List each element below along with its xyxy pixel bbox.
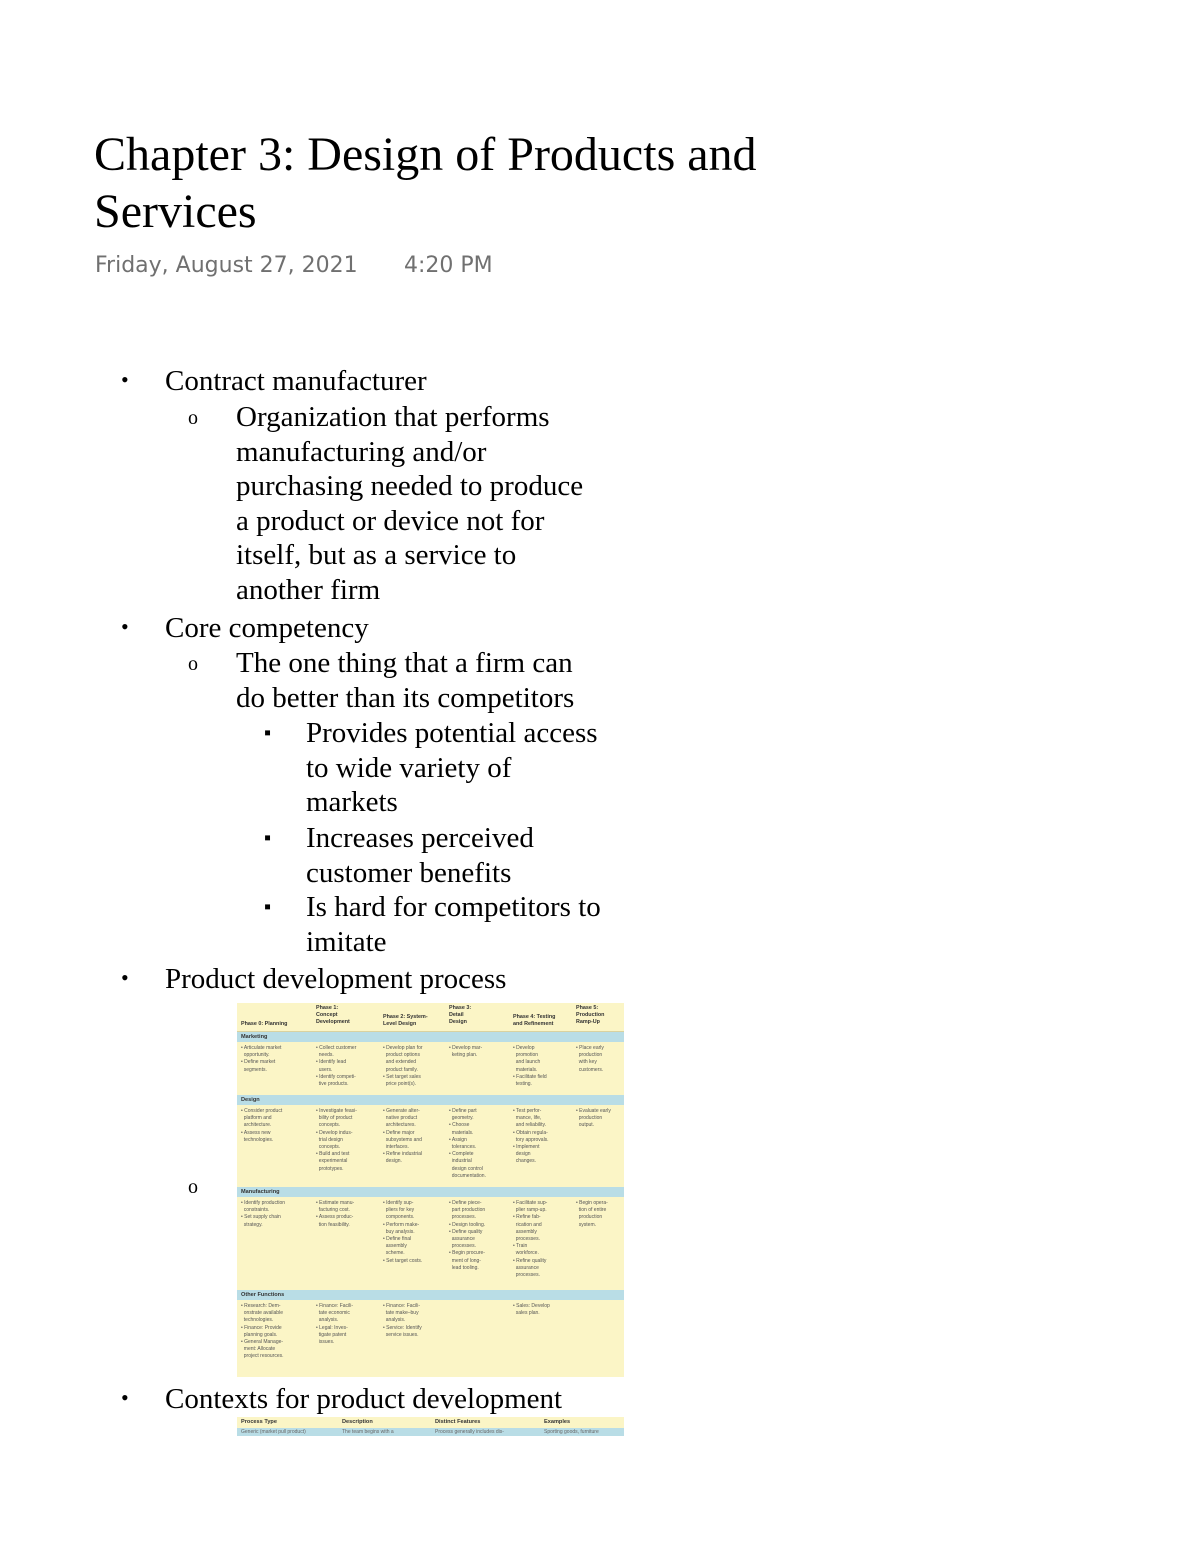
table-section-header: Other Functions xyxy=(237,1290,624,1300)
cell-line: needs. xyxy=(316,1052,334,1059)
cell-line: • Perform make- xyxy=(383,1221,420,1228)
cell-line: • Place early xyxy=(576,1045,604,1051)
page-date: Friday, August 27, 2021 xyxy=(95,253,358,278)
table-row xyxy=(237,1105,624,1187)
cell-line: • Refine fab- xyxy=(513,1214,541,1221)
list-item-customer-benefits xyxy=(264,821,636,890)
cell-line: production xyxy=(576,1052,603,1059)
cell-line: facturing cost. xyxy=(316,1207,350,1214)
table-cell xyxy=(241,1200,285,1229)
table-cell xyxy=(383,1200,422,1265)
cell-line: sales plan. xyxy=(513,1310,540,1317)
cell-line: • Assess new xyxy=(241,1129,271,1136)
cell-line: buy analysis. xyxy=(383,1228,415,1235)
cell-line: design control xyxy=(449,1165,483,1172)
cell-line: assurance xyxy=(449,1236,475,1243)
text-line: a product or device not for xyxy=(236,504,545,537)
table-section-header: Design xyxy=(237,1095,624,1105)
cell-line: design xyxy=(513,1151,531,1158)
cell-line: • Set supply chain xyxy=(241,1214,281,1221)
table-header-cell: Description xyxy=(342,1419,373,1425)
cell-line: rication and xyxy=(513,1221,542,1228)
cell-line: • Complete xyxy=(449,1151,474,1158)
bullet-square-icon: ▪ xyxy=(264,896,272,918)
cell-line: • Research: Dem- xyxy=(241,1303,281,1309)
table-cell xyxy=(576,1045,604,1074)
table-cell xyxy=(316,1200,354,1229)
cell-line: • Set target sales xyxy=(383,1073,421,1080)
cell-line: materials. xyxy=(513,1066,538,1073)
cell-line: customers. xyxy=(576,1066,604,1073)
table-header-cell: Process Type xyxy=(241,1419,277,1425)
cell-line: • Generate alter- xyxy=(383,1108,420,1114)
table-cell xyxy=(576,1200,608,1229)
cell-line: onstrate available xyxy=(241,1310,283,1317)
cell-line: and reliability. xyxy=(513,1122,546,1129)
cell-line: • Consider product xyxy=(241,1108,283,1114)
cell-line: design. xyxy=(383,1158,402,1165)
text-line: The one thing that a firm can xyxy=(236,647,573,679)
cell-line: • Implement xyxy=(513,1144,540,1151)
table-header-cell: Examples xyxy=(544,1419,571,1425)
context-table-image xyxy=(237,1417,624,1436)
text-line: to wide variety of xyxy=(306,751,512,784)
cell-line: trial design xyxy=(316,1136,343,1143)
table-header-cell: Phase 3: Detail Design xyxy=(449,1005,472,1025)
cell-line: price point(s). xyxy=(383,1081,417,1088)
cell-line: processes. xyxy=(513,1272,540,1279)
table-row xyxy=(237,1042,624,1095)
cell-line: • Articulate market xyxy=(241,1045,282,1051)
table-cell xyxy=(383,1108,422,1166)
cell-line: • Sales: Develop xyxy=(513,1303,550,1309)
bullet-square-icon: ▪ xyxy=(264,722,272,744)
cell-line: system. xyxy=(576,1221,597,1228)
bullet-disc-icon: • xyxy=(121,367,129,392)
cell-line: • Define piece- xyxy=(449,1200,482,1206)
table-cell xyxy=(316,1108,357,1173)
text-line: Is hard for competitors to xyxy=(306,891,601,923)
cell-line: • Develop xyxy=(513,1045,535,1051)
cell-line: • Begin procure- xyxy=(449,1250,485,1257)
cell-line: subsystems and xyxy=(383,1136,422,1143)
table-cell: Sporting goods, furniture xyxy=(544,1429,599,1435)
table-cell xyxy=(241,1303,284,1361)
bullet-circle-icon: o xyxy=(188,1176,198,1198)
table-header-cell: Phase 4: Testing and Refinement xyxy=(513,1014,556,1027)
table-cell xyxy=(383,1303,422,1339)
cell-line: • Test perfor- xyxy=(513,1108,542,1114)
list-item-access-markets xyxy=(264,716,636,820)
cell-line: • Choose xyxy=(449,1122,470,1129)
cell-line: plier ramp-up. xyxy=(513,1207,547,1214)
list-item-text: Core competency xyxy=(165,612,369,644)
cell-line: users. xyxy=(316,1066,333,1073)
cell-line: tate make–buy xyxy=(383,1310,419,1317)
bullet-disc-icon: • xyxy=(121,965,129,990)
cell-line: • Assess produc- xyxy=(316,1214,354,1221)
cell-line: production xyxy=(576,1214,603,1221)
table-cell xyxy=(383,1045,423,1088)
page-title: Chapter 3: Design of Products and Services xyxy=(94,128,757,238)
cell-line: with key xyxy=(576,1059,597,1066)
cell-line: • Service: Identify xyxy=(383,1324,422,1331)
cell-line: processes. xyxy=(513,1236,540,1243)
cell-line: industrial xyxy=(449,1158,472,1165)
table-header-cell: Phase 2: System- Level Design xyxy=(383,1014,428,1027)
bullet-circle-icon: o xyxy=(188,407,198,429)
cell-line: concepts. xyxy=(316,1122,341,1129)
list-item-contexts xyxy=(121,1382,563,1417)
cell-line: materials. xyxy=(449,1129,474,1136)
cell-line: strategy. xyxy=(241,1221,263,1228)
cell-line: assurance xyxy=(513,1264,539,1271)
cell-line: analysis. xyxy=(383,1317,406,1324)
cell-line: tolerances. xyxy=(449,1144,477,1151)
cell-line: • Set target costs. xyxy=(383,1257,423,1264)
text-line: purchasing needed to produce xyxy=(236,470,584,502)
cell-line: • Facilitate sup- xyxy=(513,1200,548,1206)
list-item-hard-to-imitate xyxy=(264,890,636,959)
cell-line: tory approvals. xyxy=(513,1136,549,1143)
cell-line: service issues. xyxy=(383,1331,419,1338)
cell-line: changes. xyxy=(513,1158,537,1165)
cell-line: and launch xyxy=(513,1059,541,1066)
cell-line: components. xyxy=(383,1214,415,1221)
cell-line: • Legal: Inves- xyxy=(316,1324,348,1331)
cell-line: • Finance: Facili- xyxy=(316,1303,354,1309)
cell-line: concepts. xyxy=(316,1144,341,1151)
cell-line: documentation. xyxy=(449,1172,486,1179)
cell-line: part production xyxy=(449,1207,486,1214)
cell-line: processes. xyxy=(449,1214,476,1221)
table-section-header: Manufacturing xyxy=(237,1187,624,1197)
cell-line: • Identify sup- xyxy=(383,1200,414,1206)
table-cell xyxy=(316,1045,356,1088)
table-cell xyxy=(513,1200,547,1279)
cell-line: assembly xyxy=(513,1228,537,1235)
cell-line: architecture. xyxy=(241,1122,272,1129)
cell-line: testing. xyxy=(513,1081,532,1088)
text-line: markets xyxy=(306,786,398,818)
text-line: another firm xyxy=(236,573,381,606)
cell-line: tigate patent xyxy=(316,1331,347,1338)
cell-line: tion of entire xyxy=(576,1207,607,1214)
table-header-cell: Phase 0: Planning xyxy=(241,1021,288,1027)
cell-line: • Define quality xyxy=(449,1228,483,1235)
cell-line: analysis. xyxy=(316,1317,339,1324)
cell-line: • Identify production xyxy=(241,1200,285,1206)
table-cell xyxy=(449,1200,485,1272)
cell-line: opportunity. xyxy=(241,1052,270,1059)
cell-line: • Develop mar- xyxy=(449,1045,483,1051)
cell-line: • Obtain regula- xyxy=(513,1129,548,1136)
cell-line: • Define part xyxy=(449,1108,477,1114)
cell-line: pliers for key xyxy=(383,1207,415,1214)
cell-line: assembly xyxy=(383,1243,407,1250)
table-cell xyxy=(513,1108,549,1166)
list-item-text: Contract manufacturer xyxy=(165,365,427,397)
cell-line: platform and xyxy=(241,1115,272,1122)
cell-line: bility of product xyxy=(316,1115,353,1122)
cell-line: ment of long- xyxy=(449,1257,481,1264)
cell-line: constraints. xyxy=(241,1207,270,1214)
cell-line: • Finance: Provide xyxy=(241,1324,282,1331)
table-cell xyxy=(513,1045,547,1088)
table-cell xyxy=(316,1303,353,1346)
cell-line: tate economic xyxy=(316,1310,350,1317)
cell-line: production xyxy=(576,1115,603,1122)
cell-line: • Facilitate field xyxy=(513,1073,547,1080)
text-line: do better than its competitors xyxy=(236,681,575,714)
list-item-contract-manufacturer xyxy=(121,364,427,399)
text-line: customer benefits xyxy=(306,856,512,889)
list-item-text: Product development process xyxy=(165,963,507,995)
cell-line: workforce. xyxy=(513,1250,539,1257)
text-line: manufacturing and/or xyxy=(236,435,487,468)
cell-line: product options xyxy=(383,1052,420,1059)
cell-line: • General Manage- xyxy=(241,1339,284,1346)
table-cell: Generic (market pull product) xyxy=(241,1429,306,1435)
cell-line: technologies. xyxy=(241,1136,274,1143)
cell-line: technologies. xyxy=(241,1317,274,1324)
cell-line: segments. xyxy=(241,1066,267,1073)
cell-line: • Collect customer xyxy=(316,1045,357,1051)
table-cell xyxy=(241,1108,282,1144)
cell-line: promotion xyxy=(513,1052,539,1059)
cell-line: • Define market xyxy=(241,1059,276,1066)
table-row xyxy=(237,1197,624,1290)
cell-line: processes. xyxy=(449,1243,476,1250)
cell-line: • Develop plan for xyxy=(383,1045,423,1051)
text-line: itself, but as a service to xyxy=(236,539,517,571)
table-cell xyxy=(449,1045,482,1059)
table-header-cell: Distinct Features xyxy=(435,1419,481,1425)
table-header-cell: Phase 1: Concept Development xyxy=(316,1005,350,1025)
cell-line: mance, life, xyxy=(513,1115,542,1122)
cell-line: planning goals. xyxy=(241,1331,278,1338)
list-item-text: Contexts for product development xyxy=(165,1383,563,1415)
list-item-core-competency xyxy=(121,611,369,646)
cell-line: • Develop indus- xyxy=(316,1129,353,1136)
list-item-product-development xyxy=(121,962,507,997)
product-development-table-image xyxy=(237,1003,624,1377)
cell-line: • Finance: Facili- xyxy=(383,1303,421,1309)
table-cell xyxy=(449,1108,486,1180)
cell-line: interfaces. xyxy=(383,1144,409,1151)
cell-line: • Begin opera- xyxy=(576,1200,608,1206)
table-row xyxy=(237,1300,624,1365)
cell-line: prototypes. xyxy=(316,1165,344,1172)
table-cell: The team begins with a xyxy=(342,1429,394,1435)
bullet-disc-icon: • xyxy=(121,1385,129,1410)
cell-line: • Investigate feasi- xyxy=(316,1108,357,1114)
table-cell xyxy=(576,1108,611,1130)
table-header-row xyxy=(237,1003,624,1032)
table-section-header: Marketing xyxy=(237,1032,624,1042)
cell-line: • Evaluate early xyxy=(576,1108,611,1114)
cell-line: • Design tooling. xyxy=(449,1221,486,1228)
cell-line: • Refine quality xyxy=(513,1257,547,1264)
cell-line: lead tooling. xyxy=(449,1264,479,1271)
text-line: Provides potential access xyxy=(306,717,598,749)
cell-line: tive products. xyxy=(316,1081,349,1088)
cell-line: architectures. xyxy=(383,1122,416,1129)
bullet-circle-icon: o xyxy=(188,653,198,675)
list-item-core-competency-definition xyxy=(188,646,636,715)
cell-line: • Assign xyxy=(449,1136,467,1143)
table-cell: Process generally includes dis- xyxy=(435,1429,504,1435)
list-item-contract-manufacturer-definition xyxy=(188,400,636,607)
cell-line: scheme. xyxy=(383,1250,405,1257)
cell-line: experimental xyxy=(316,1158,348,1165)
cell-line: native product xyxy=(383,1115,418,1122)
table-body xyxy=(237,1032,624,1365)
table-header-cell: Phase 5: Production Ramp-Up xyxy=(576,1005,605,1025)
cell-line: product family. xyxy=(383,1066,418,1073)
bullet-disc-icon: • xyxy=(121,614,129,639)
cell-line: tion feasibility. xyxy=(316,1221,350,1228)
cell-line: project resources. xyxy=(241,1353,284,1360)
text-line: Organization that performs xyxy=(236,401,550,433)
cell-line: ment: Allocate xyxy=(241,1346,276,1353)
table-cell xyxy=(241,1045,281,1074)
cell-line: • Estimate manu- xyxy=(316,1200,355,1206)
cell-line: keting plan. xyxy=(449,1052,478,1059)
cell-line: • Identify competi- xyxy=(316,1073,356,1080)
cell-line: • Identify lead xyxy=(316,1059,347,1066)
cell-line: • Define major xyxy=(383,1129,415,1136)
bullet-square-icon: ▪ xyxy=(264,827,272,849)
cell-line: • Train xyxy=(513,1243,528,1250)
text-line: Increases perceived xyxy=(306,822,534,854)
text-line: imitate xyxy=(306,925,387,958)
cell-line: output. xyxy=(576,1122,595,1129)
cell-line: issues. xyxy=(316,1339,335,1346)
table-cell xyxy=(513,1303,550,1317)
cell-line: • Define final xyxy=(383,1236,412,1243)
cell-line: geometry. xyxy=(449,1115,474,1122)
cell-line: • Refine industrial xyxy=(383,1151,422,1158)
page-time: 4:20 PM xyxy=(404,253,493,278)
cell-line: and extended xyxy=(383,1059,417,1066)
cell-line: • Build and test xyxy=(316,1151,350,1158)
